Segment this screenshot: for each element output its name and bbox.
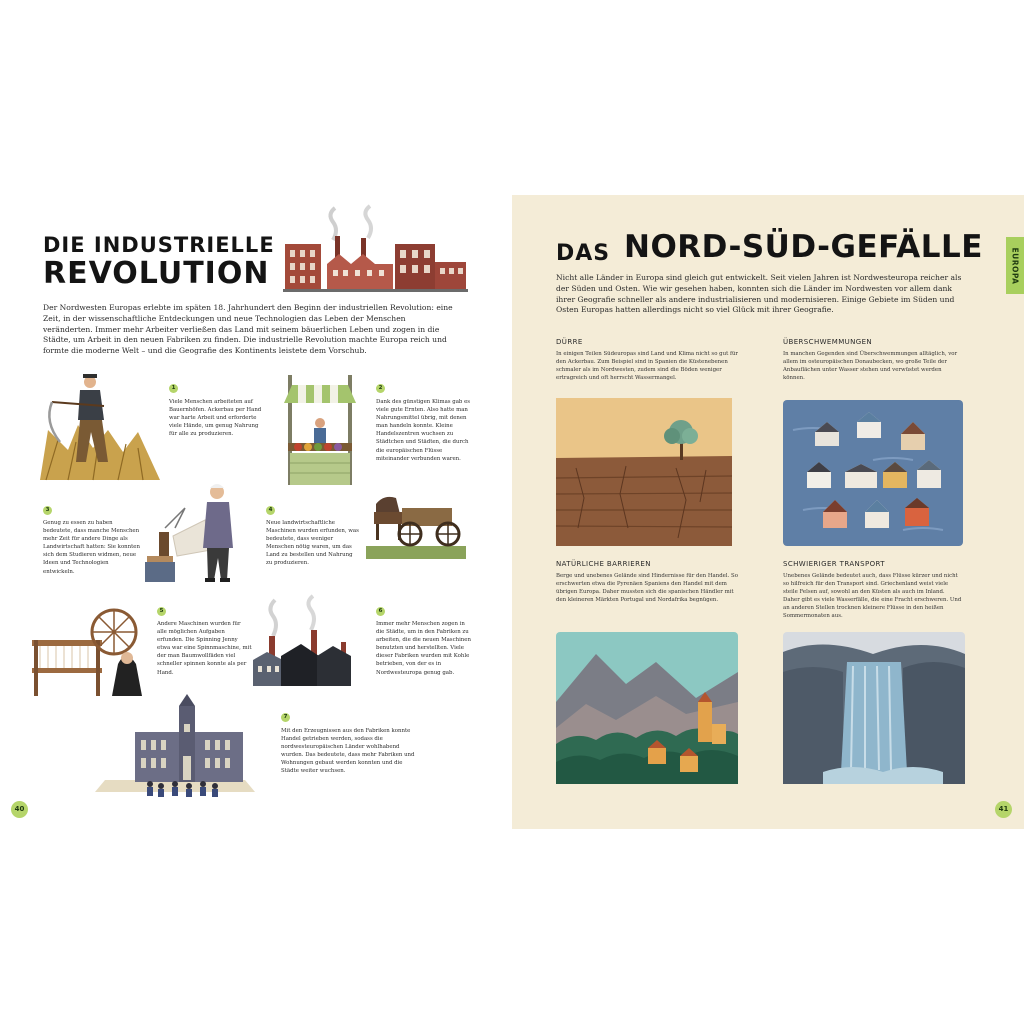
step-4-number: 4 [266, 506, 275, 515]
step-6-text: Immer mehr Menschen zogen in die Städte, um in den Fabriken zu arbeiten, die die neuen Maschinen benutzten und herstellten. Viele dieser Fabriken wurden mit Kohle betrieben, von der es in Nordwesteuropa genug gab. [376, 621, 471, 676]
section-text-duerre: In einigen Teilen Südeuropas sind Land und Klima nicht so gut für den Ackerbau. Zum Beispiel sind in Spanien die Küstenebenen schmaler als im Nordwesten, zudem sind die Böden weniger ertragreich und oft herrscht Wassermangel. [556, 351, 739, 382]
right-title-prefix: DAS [556, 241, 611, 266]
section-title-duerre: DÜRRE [556, 338, 583, 346]
page-number-right: 41 [995, 801, 1012, 818]
step-1-text: Viele Menschen arbeiteten auf Bauernhöfen. Ackerbau per Hand war harte Arbeit und erforderte viele Hände, um genug Nahrung für alle zu produzieren. [169, 399, 262, 438]
factory-buildings-illustration [283, 210, 468, 292]
section-title-natuerliche-barrieren: NATÜRLICHE BARRIEREN [556, 560, 651, 568]
scientist-inventor-illustration [145, 480, 245, 585]
step-7-number: 7 [281, 713, 290, 722]
mountain-barrier-illustration [556, 632, 738, 784]
step-5-text: Andere Maschinen wurden für alle möglichen Aufgaben erfunden. Die Spinning Jenny etwa war eine Spinnmaschine, mit der man Baumwollfäden viel schneller spinnen konnte als per Hand. [157, 621, 252, 676]
step-3-text: Genug zu essen zu haben bedeutete, dass manche Menschen mehr Zeit für andere Dinge als Landwirtschaft hatten: Sie konnten sich dem Studieren widmen, neue Ideen und Technologien entwickeln. [43, 520, 140, 575]
section-title-schwieriger-transport: SCHWIERIGER TRANSPORT [783, 560, 885, 568]
step-6-number: 6 [376, 607, 385, 616]
drought-field-illustration [556, 398, 732, 546]
waterfall-cliffs-illustration [783, 632, 965, 784]
coal-factories-illustration [253, 600, 358, 688]
step-7-text: Mit den Erzeugnissen aus den Fabriken konnte Handel getrieben werden, sodass die nordwesteuropäischen Länder wohlhabend wurden. Das bedeutete, dass mehr Fabriken und Wohnungen gebaut werden konnten und die Städte weiter wuchsen. [281, 728, 415, 775]
section-text-schwieriger-transport: Unebenes Gelände bedeutet auch, dass Flüsse kürzer und nicht so hilfreich für den Transport sind. Griechenland weist viele steile Felsen auf, sowohl an den Küsten als auch im Inland. Daher gibt es viele Wasserfälle, die eine Fracht erschweren. Und an anderen Stellen trocknen kleinere Flüsse in den heißen Sommermonaten aus. [783, 573, 962, 620]
step-1-number: 1 [169, 384, 178, 393]
town-hall-with-crowd-illustration [95, 694, 255, 798]
step-2-number: 2 [376, 384, 385, 393]
page-number-left: 40 [11, 801, 28, 818]
market-stall-illustration [284, 375, 356, 487]
section-tab-europa[interactable] [1006, 237, 1024, 294]
spinning-jenny-illustration [30, 606, 148, 698]
step-2-text: Dank des günstigen Klimas gab es viele gute Ernten. Also hatte man Nahrungsmittel übrig, mit denen man handeln konnte. Kleine Handelszentren wuchsen zu Städtchen und Städten, die durch die europäischen Flüsse miteinander verbunden waren. [376, 399, 471, 462]
section-title-ueberschwemmungen: ÜBERSCHWEMMUNGEN [783, 338, 873, 346]
title-line-2: REVOLUTION [43, 256, 270, 291]
right-title-main: NORD-SÜD-GEFÄLLE [624, 229, 983, 265]
step-4-text: Neue landwirtschaftliche Maschinen wurden erfunden, was bedeutete, dass weniger Menschen nötig waren, um das Land zu bestellen und Nahrung zu produzieren. [266, 520, 359, 567]
left-intro-text: Der Nordwesten Europas erlebte im späten 18. Jahrhundert den Beginn der industriellen Revolution: eine Zeit, in der wissenschaftliche Entdeckungen und neue Technologien das Leben der Menschen veränderten. Immer mehr Arbeiter verließen das Land mit seinem bäuerlichen Leben und zogen in die Städte, um Arbeit in den neuen Fabriken zu finden. Die industrielle Revolution machte Europa reich und formte die moderne Welt – und die Geografie des Kontinents leistete dem Vorschub. [43, 303, 453, 356]
section-text-ueberschwemmungen: In manchen Gegenden sind Überschwemmungen alltäglich, vor allem im osteuropäischen Donaubecken, wo große Teile der Anbauflächen unter Wasser stehen und verwüstet werden können. [783, 351, 958, 382]
step-3-number: 3 [43, 506, 52, 515]
title-line-1: DIE INDUSTRIELLE [43, 233, 275, 257]
flooded-village-illustration [783, 400, 963, 546]
section-text-natuerliche-barrieren: Berge und unebenes Gelände sind Hindernisse für den Handel. So erschwerten etwa die Pyrenäen Spaniens den Handel mit dem übrigen Europa. Daher mussten sich die spanischen Händler mit den kleineren Märkten Portugal und Nordafrika begnügen. [556, 573, 738, 604]
step-5-number: 5 [157, 607, 166, 616]
section-tab-label: EUROPA [1010, 247, 1020, 284]
horse-drawn-seed-drill-illustration [366, 484, 466, 559]
right-intro-text: Nicht alle Länder in Europa sind gleich gut entwickelt. Seit vielen Jahren ist Nordwesteuropa reicher als der Süden und Osten. Wie wir gesehen haben, konnten sich die Länder im Nordwesten vor allem dank ihrer Geografie schneller als andere industrialisieren und modernisieren. Einige Gebiete im Süden und Osten Europas hatten allerdings nicht so viel Glück mit ihrer Geografie. [556, 273, 962, 315]
farmer-with-scythe-illustration [38, 370, 163, 482]
